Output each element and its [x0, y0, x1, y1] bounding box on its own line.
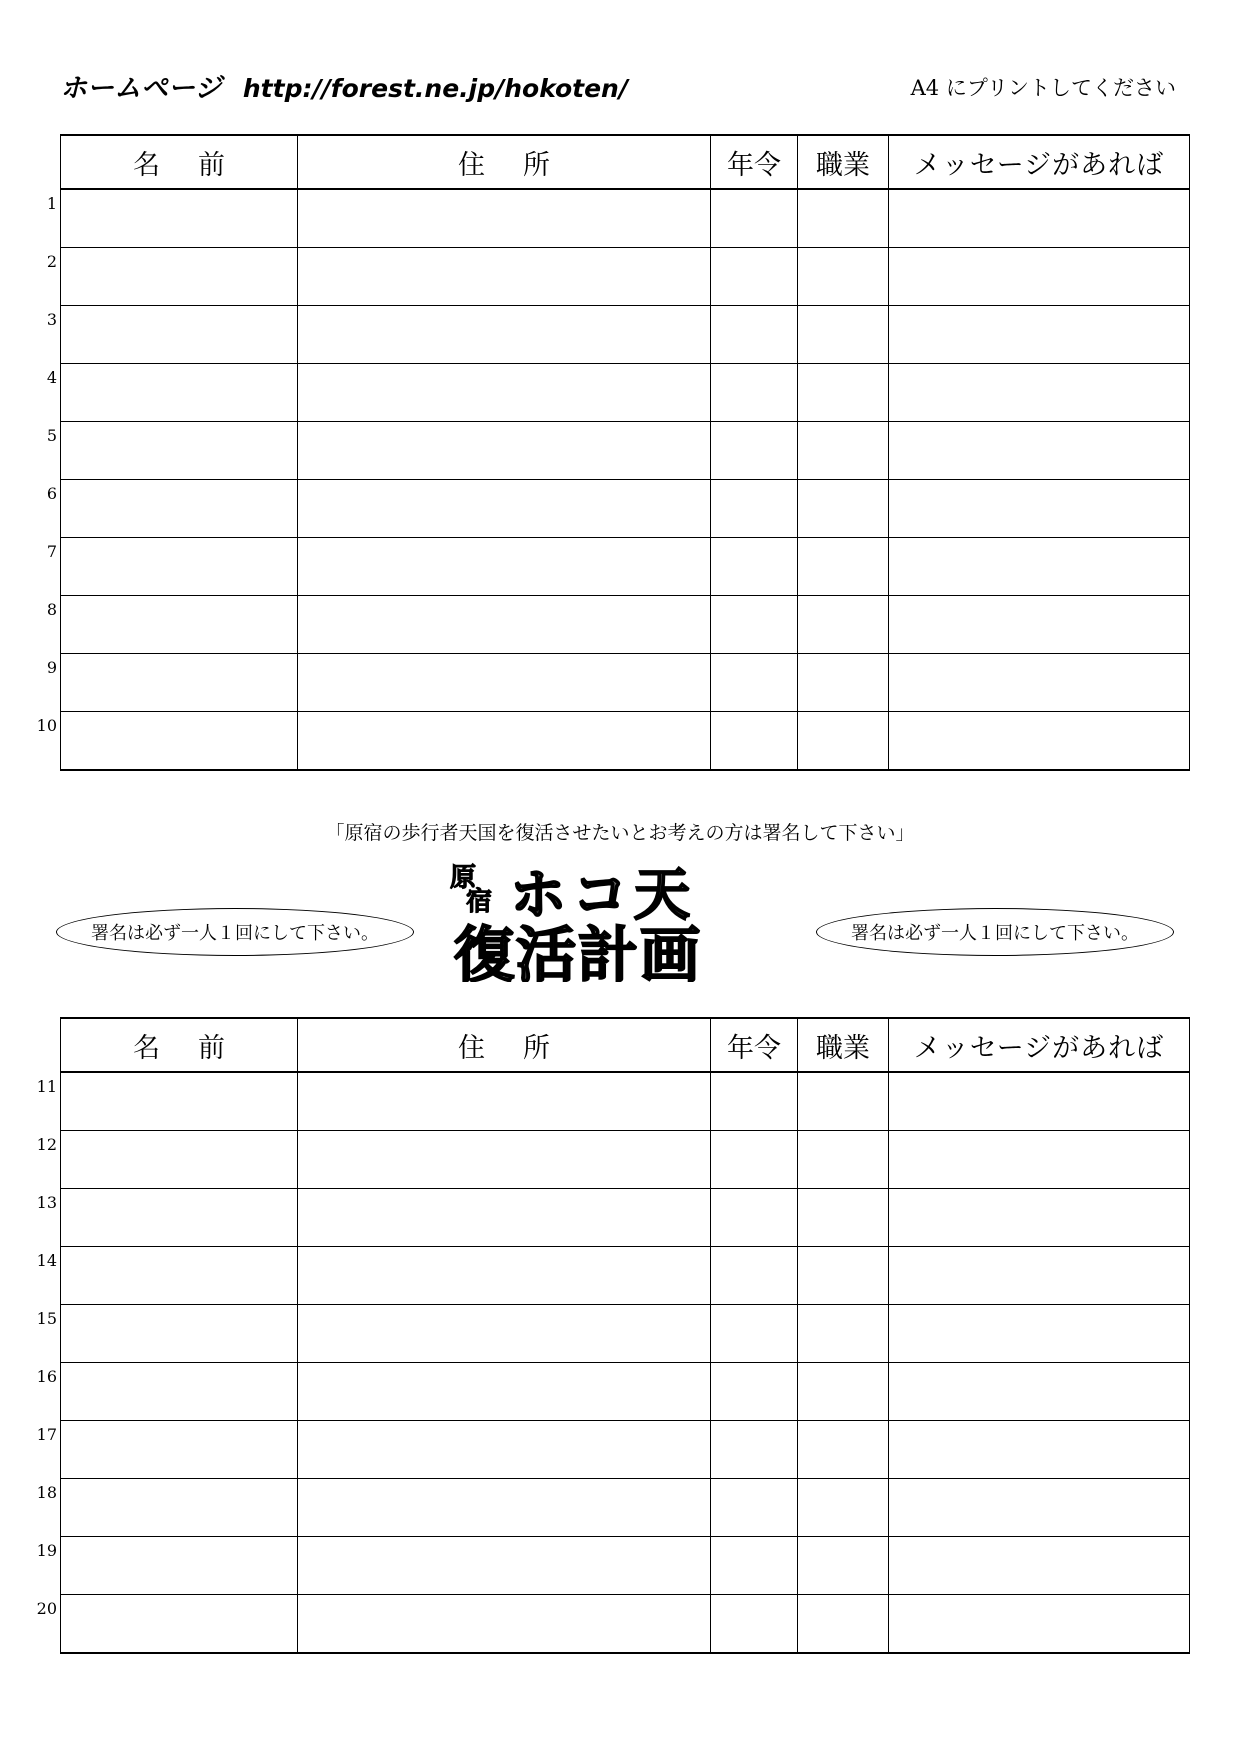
cell-name[interactable] [36, 1131, 298, 1189]
cell-address[interactable] [298, 596, 711, 654]
row-number: 8 [46, 600, 57, 619]
signature-row [61, 248, 1190, 306]
signature-row [61, 1537, 1190, 1595]
cell-name[interactable] [36, 1537, 298, 1595]
signature-row [61, 712, 1190, 771]
signature-table-top [36, 134, 1190, 771]
row-number: 13 [36, 1193, 57, 1212]
cell-address[interactable] [298, 1479, 711, 1537]
cell-name[interactable] [36, 1189, 298, 1247]
logo-line1: ホコ天 [510, 863, 696, 928]
col-header-name: 名前 [61, 1018, 298, 1072]
signature-row [61, 538, 1190, 596]
signature-row [61, 480, 1190, 538]
col-header-name: 名前 [61, 135, 298, 189]
cell-name[interactable] [36, 712, 298, 771]
signature-table-bottom [36, 1017, 1190, 1654]
cell-name[interactable] [46, 654, 298, 712]
cell-address[interactable] [298, 480, 711, 538]
cell-occupation[interactable] [798, 538, 889, 596]
cell-address[interactable] [298, 1189, 711, 1247]
cell-message[interactable] [889, 248, 1190, 306]
homepage-label: ホームページ [60, 73, 222, 104]
once-per-person-note-right: 署名は必ず一人１回にして下さい。 [816, 908, 1174, 956]
row-number: 12 [36, 1135, 57, 1154]
row-number: 16 [36, 1367, 57, 1386]
cell-occupation[interactable] [798, 422, 889, 480]
logo-small-bottom: 宿 [466, 887, 493, 917]
cell-address[interactable] [298, 1363, 711, 1421]
cell-message[interactable] [889, 1247, 1190, 1305]
signature-row [61, 1305, 1190, 1363]
row-number: 5 [46, 426, 57, 445]
cell-name[interactable] [36, 1305, 298, 1363]
cell-address[interactable] [298, 1072, 711, 1131]
cell-message[interactable] [889, 189, 1190, 248]
cell-age[interactable] [711, 1189, 798, 1247]
signature-row [61, 654, 1190, 712]
signature-row [61, 1247, 1190, 1305]
cell-address[interactable] [298, 1305, 711, 1363]
cell-age[interactable] [711, 364, 798, 422]
cell-name[interactable] [46, 596, 298, 654]
signature-row [61, 189, 1190, 248]
cell-message[interactable] [889, 654, 1190, 712]
cell-address[interactable] [298, 1595, 711, 1654]
cell-address[interactable] [298, 712, 711, 771]
col-header-age: 年令 [711, 135, 798, 189]
signature-row [61, 1479, 1190, 1537]
cell-occupation[interactable] [798, 306, 889, 364]
row-number: 6 [46, 484, 57, 503]
signature-row [61, 1072, 1190, 1131]
cell-address[interactable] [298, 538, 711, 596]
signature-row [61, 1131, 1190, 1189]
col-header-address: 住所 [298, 1018, 711, 1072]
cell-address[interactable] [298, 189, 711, 248]
cell-age[interactable] [711, 654, 798, 712]
cell-message[interactable] [889, 712, 1190, 771]
cell-name[interactable] [46, 248, 298, 306]
cell-age[interactable] [711, 306, 798, 364]
cell-occupation[interactable] [798, 480, 889, 538]
cell-message[interactable] [889, 596, 1190, 654]
cell-name[interactable] [46, 364, 298, 422]
cell-age[interactable] [711, 1131, 798, 1189]
col-header-occupation: 職業 [798, 1018, 889, 1072]
signature-row [61, 1595, 1190, 1654]
cell-name[interactable] [46, 306, 298, 364]
signature-row [61, 1363, 1190, 1421]
cell-name[interactable] [36, 1363, 298, 1421]
cell-age[interactable] [711, 1421, 798, 1479]
row-number: 3 [46, 310, 57, 329]
cell-message[interactable] [889, 1189, 1190, 1247]
cell-message[interactable] [889, 1072, 1190, 1131]
cell-address[interactable] [298, 422, 711, 480]
cell-address[interactable] [298, 364, 711, 422]
once-per-person-note-left: 署名は必ず一人１回にして下さい。 [56, 908, 414, 956]
row-number: 18 [36, 1483, 57, 1502]
cell-name[interactable] [36, 1072, 298, 1131]
cell-age[interactable] [711, 712, 798, 771]
cell-message[interactable] [889, 422, 1190, 480]
cell-occupation[interactable] [798, 1363, 889, 1421]
cell-occupation[interactable] [798, 1189, 889, 1247]
cell-age[interactable] [711, 480, 798, 538]
signature-row [61, 422, 1190, 480]
cell-occupation[interactable] [798, 712, 889, 771]
col-header-address: 住所 [298, 135, 711, 189]
cell-age[interactable] [711, 1537, 798, 1595]
cell-occupation[interactable] [798, 1595, 889, 1654]
cell-occupation[interactable] [798, 654, 889, 712]
cell-occupation[interactable] [798, 189, 889, 248]
cell-message[interactable] [889, 1131, 1190, 1189]
cell-message[interactable] [889, 1479, 1190, 1537]
cell-address[interactable] [298, 1421, 711, 1479]
cell-name[interactable] [36, 1247, 298, 1305]
cell-age[interactable] [711, 189, 798, 248]
cell-address[interactable] [298, 654, 711, 712]
cell-message[interactable] [889, 306, 1190, 364]
cell-message[interactable] [889, 480, 1190, 538]
cell-age[interactable] [711, 1595, 798, 1654]
cell-occupation[interactable] [798, 1537, 889, 1595]
homepage-line [60, 66, 628, 105]
cell-message[interactable] [889, 1537, 1190, 1595]
cell-name[interactable] [46, 480, 298, 538]
cell-address[interactable] [298, 1537, 711, 1595]
cell-occupation[interactable] [798, 1247, 889, 1305]
cell-occupation[interactable] [798, 1421, 889, 1479]
cell-occupation[interactable] [798, 248, 889, 306]
cell-message[interactable] [889, 364, 1190, 422]
cell-age[interactable] [711, 538, 798, 596]
row-number: 10 [36, 716, 57, 735]
cell-occupation[interactable] [798, 596, 889, 654]
cell-age[interactable] [711, 1305, 798, 1363]
cell-message[interactable] [889, 1595, 1190, 1654]
row-number: 11 [36, 1077, 57, 1096]
cell-occupation[interactable] [798, 1305, 889, 1363]
row-number: 17 [36, 1425, 57, 1444]
hokoten-revival-logo [446, 858, 798, 982]
cell-occupation[interactable] [798, 364, 889, 422]
cell-name[interactable] [36, 1421, 298, 1479]
cell-name[interactable] [36, 1479, 298, 1537]
signature-row [61, 306, 1190, 364]
cell-address[interactable] [298, 1247, 711, 1305]
cell-age[interactable] [711, 248, 798, 306]
row-number: 1 [46, 194, 57, 213]
appeal-text: 「原宿の歩行者天国を復活させたいとお考えの方は署名して下さい」 [325, 822, 915, 844]
homepage-url[interactable]: http://forest.ne.jp/hokoten/ [242, 74, 628, 103]
cell-name[interactable] [46, 538, 298, 596]
signature-row [61, 1421, 1190, 1479]
cell-name[interactable] [46, 189, 298, 248]
cell-name[interactable] [46, 422, 298, 480]
col-header-age: 年令 [711, 1018, 798, 1072]
cell-address[interactable] [298, 1131, 711, 1189]
row-number: 19 [36, 1541, 57, 1560]
signature-row [61, 1189, 1190, 1247]
col-header-occupation: 職業 [798, 135, 889, 189]
cell-age[interactable] [711, 1479, 798, 1537]
cell-message[interactable] [889, 1363, 1190, 1421]
col-header-message: メッセージがあれば [889, 135, 1190, 189]
cell-message[interactable] [889, 1305, 1190, 1363]
signature-row [61, 364, 1190, 422]
row-number: 4 [46, 368, 57, 387]
cell-age[interactable] [711, 596, 798, 654]
cell-age[interactable] [711, 1247, 798, 1305]
cell-occupation[interactable] [798, 1479, 889, 1537]
signature-row [61, 596, 1190, 654]
cell-address[interactable] [298, 306, 711, 364]
cell-message[interactable] [889, 1421, 1190, 1479]
logo-line2: 復活計画 [454, 921, 702, 982]
cell-address[interactable] [298, 248, 711, 306]
cell-occupation[interactable] [798, 1131, 889, 1189]
cell-age[interactable] [711, 1072, 798, 1131]
row-number: 14 [36, 1251, 57, 1270]
row-number: 9 [46, 658, 57, 677]
cell-occupation[interactable] [798, 1072, 889, 1131]
row-number: 2 [46, 252, 57, 271]
row-number: 15 [36, 1309, 57, 1328]
cell-name[interactable] [36, 1595, 298, 1654]
print-note: A4 にプリントしてください [910, 76, 1176, 100]
row-number: 7 [46, 542, 57, 561]
cell-message[interactable] [889, 538, 1190, 596]
cell-age[interactable] [711, 1363, 798, 1421]
logo-small-top: 原 [450, 863, 477, 893]
col-header-message: メッセージがあれば [889, 1018, 1190, 1072]
cell-age[interactable] [711, 422, 798, 480]
row-number: 20 [36, 1599, 57, 1618]
